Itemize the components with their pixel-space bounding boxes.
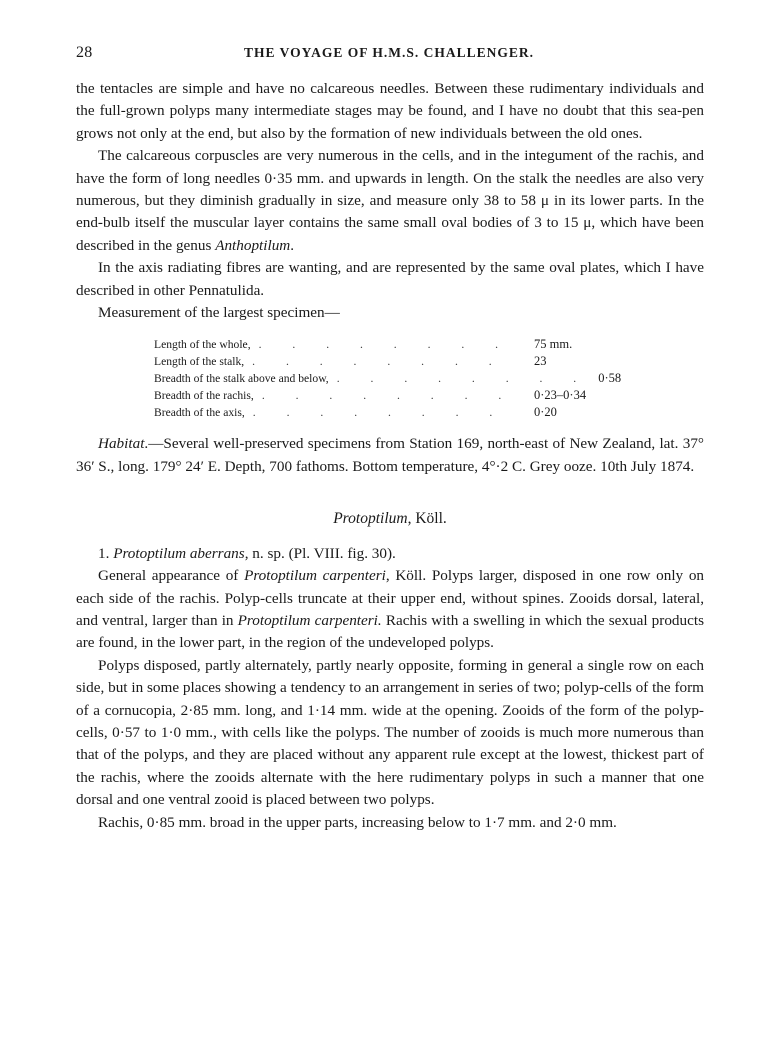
measurement-table <box>154 336 622 421</box>
habitat-label: Habitat <box>98 435 145 453</box>
paragraph: Measurement of the largest specimen— <box>98 304 340 322</box>
measurement-row: Length of the whole, . . . . . . . . 75 mm. <box>154 337 573 352</box>
page-header <box>76 44 702 66</box>
running-title: THE VOYAGE OF H.M.S. CHALLENGER. <box>243 45 535 60</box>
measurement-row: Length of the stalk, . . . . . . . . 23 <box>154 354 547 369</box>
paragraph: Polyps disposed, partly alternately, partly nearly opposite, forming in general a single row on each side, but in some places showing a tendency to an arrangement in series of two; polyp-cells of the form of a cornucopia, 2·85 mm. long, and 1·14 mm. wide at the opening. Zooids of the form of the polyp-cells, 0·57 to 1·0 mm., with cells like the polyps. The number of zooids is much more numerous than that of the polyps, and they are placed without any apparent rule except at the lowest, thickest part of the rachis, where the zooids alternate with the here rudimentary polyps in such a manner that one dorsal and one ventral zooid is placed between two polyps. <box>76 656 704 809</box>
measurement-row: Breadth of the rachis, . . . . . . . . 0·23–0·34 <box>154 388 587 403</box>
species-heading: 1. Protoptilum aberrans, n. sp. (Pl. VIII. fig. 30). <box>98 544 396 562</box>
measurement-row: Breadth of the stalk above and below, . . . . . . . . 0·58 <box>154 371 622 386</box>
species-name: Protoptilum aberrans <box>113 544 245 562</box>
habitat-paragraph: Habitat.—Several well-preserved specimens from Station 169, north-east of New Zealand, lat. 37° 36′ S., long. 179° 24′ E. Depth, 700 fathoms. Bottom temperature, 4°·2 C. Grey ooze. 10th July 1874. <box>76 435 704 475</box>
paragraph: the tentacles are simple and have no calcareous needles. Between these rudimentary individuals and the full-grown polyps many intermediate stages may be found, and I have no doubt that this sea-pen grows not only at the end, but also by the formation of new individuals between the old ones. <box>76 80 704 142</box>
page-body <box>76 78 704 834</box>
paragraph: Rachis, 0·85 mm. broad in the upper parts, increasing below to 1·7 mm. and 2·0 mm. <box>98 813 617 831</box>
page-number: 28 <box>76 44 93 61</box>
paragraph: The calcareous corpuscles are very numerous in the cells, and in the integument of the rachis, and have the form of long needles 0·35 mm. and upwards in length. On the stalk the needles are also very numerous, but they diminish gradually in size, and measure only 38 to 58 μ in its lower parts. In the end-bulb itself the muscular layer contains the same small oval bodies of 3 to 15 μ, which have been described in the genus Anthoptilum. <box>76 147 704 254</box>
genus-name: Anthoptilum <box>215 236 291 254</box>
paragraph: In the axis radiating fibres are wanting, and are represented by the same oval plates, which I have described in other Pennatulida. <box>76 259 704 299</box>
measurement-row: Breadth of the axis, . . . . . . . . 0·20 <box>154 405 557 420</box>
genus-heading: Protoptilum, Köll. <box>333 510 447 528</box>
paragraph: General appearance of Protoptilum carpenteri, Köll. Polyps larger, disposed in one row only on each side of the rachis. Polyp-cells truncate at their upper end, without spines. Zooids dorsal, lateral, and ventral, larger than in Protoptilum carpenteri. Rachis with a swelling in which the sexual products are found, in the lower part, in the region of the undeveloped polyps. <box>76 567 705 652</box>
